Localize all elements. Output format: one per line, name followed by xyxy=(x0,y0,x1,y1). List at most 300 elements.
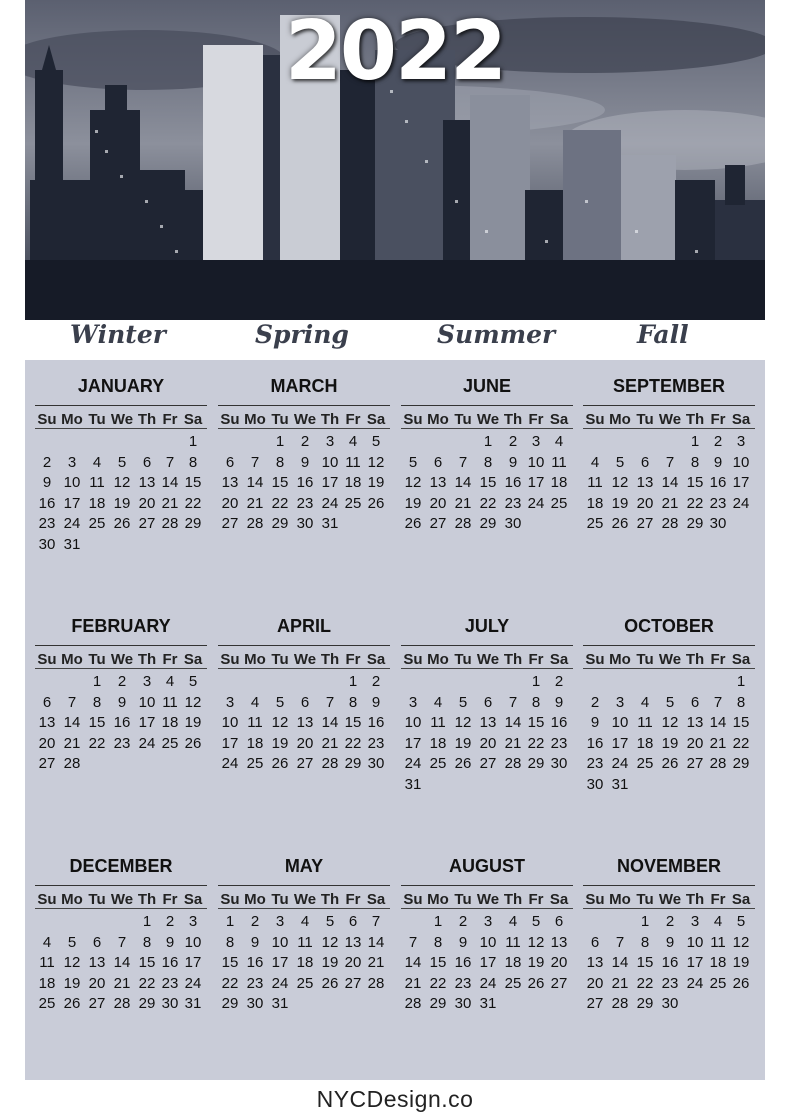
day-number: 30 xyxy=(586,775,604,793)
day-number: 17 xyxy=(527,474,545,491)
day-number: 16 xyxy=(113,714,131,731)
day-number: 2 xyxy=(458,913,468,930)
day-number: 14 xyxy=(504,714,522,731)
day-number: 25 xyxy=(709,974,727,992)
day-number: 31 xyxy=(63,535,81,553)
weekday-label: We xyxy=(293,411,317,428)
day-number: 19 xyxy=(661,734,679,752)
day-number: 29 xyxy=(686,515,704,532)
weekday-label: Tu xyxy=(88,411,106,428)
day-number: 16 xyxy=(161,954,179,971)
day-number: 3 xyxy=(531,433,541,450)
season-fall: Fall xyxy=(637,320,689,349)
day-number: 19 xyxy=(63,974,81,992)
day-number: 22 xyxy=(686,494,704,512)
weekday-label: Su xyxy=(37,411,57,428)
empty-day xyxy=(159,432,181,453)
day-number: 23 xyxy=(113,734,131,752)
day-number: 5 xyxy=(615,453,625,471)
day-number: 30 xyxy=(550,755,568,772)
day-number: 15 xyxy=(527,714,545,731)
day-number: 4 xyxy=(250,693,260,711)
day-number: 31 xyxy=(184,995,202,1012)
day-number: 25 xyxy=(296,974,314,992)
day-number: 4 xyxy=(640,693,650,711)
weekday-label: Mo xyxy=(244,651,266,668)
day-number: 30 xyxy=(296,515,314,532)
empty-day xyxy=(657,432,683,453)
day-number: 8 xyxy=(531,693,541,711)
month-june xyxy=(401,374,573,535)
weekday-label: Mo xyxy=(244,891,266,908)
day-number: 28 xyxy=(611,995,629,1012)
day-number: 29 xyxy=(184,515,202,532)
day-number: 6 xyxy=(483,693,493,711)
weekday-label: Fr xyxy=(710,651,726,668)
day-number: 29 xyxy=(271,515,289,532)
day-number: 14 xyxy=(161,474,179,491)
day-number: 8 xyxy=(483,453,493,471)
day-number: 11 xyxy=(587,474,603,491)
day-number: 15 xyxy=(271,474,289,491)
day-number: 20 xyxy=(636,494,654,512)
day-number: 26 xyxy=(611,515,629,532)
weekday-header xyxy=(218,891,390,909)
month-march xyxy=(218,374,390,535)
weekday-label: Th xyxy=(685,891,705,908)
day-number: 11 xyxy=(505,933,521,951)
day-number: 5 xyxy=(531,913,541,930)
weekday-label: Mo xyxy=(61,651,83,668)
day-number: 29 xyxy=(636,995,654,1012)
day-number: 1 xyxy=(736,673,746,690)
day-number: 9 xyxy=(713,453,723,471)
empty-day xyxy=(242,432,268,453)
seasons-row xyxy=(25,320,765,360)
day-number: 2 xyxy=(165,913,175,930)
day-number: 5 xyxy=(117,453,127,471)
day-number: 5 xyxy=(275,693,285,711)
day-number: 27 xyxy=(344,974,362,992)
month-january xyxy=(35,374,207,555)
day-number: 20 xyxy=(429,494,447,512)
weekday-label: Fr xyxy=(710,891,726,908)
empty-day xyxy=(292,672,318,693)
day-number: 23 xyxy=(296,494,314,512)
day-number: 17 xyxy=(479,954,497,971)
day-number: 9 xyxy=(300,453,310,471)
day-number: 12 xyxy=(113,474,131,491)
empty-day xyxy=(583,912,607,933)
weekday-label: Th xyxy=(320,891,340,908)
day-number: 31 xyxy=(479,995,497,1012)
day-number: 24 xyxy=(732,494,750,512)
day-number: 13 xyxy=(479,714,497,731)
day-number: 18 xyxy=(429,734,447,752)
day-number: 1 xyxy=(531,673,541,690)
day-number: 15 xyxy=(184,474,202,491)
day-number: 21 xyxy=(661,494,679,512)
day-number: 14 xyxy=(367,933,385,951)
day-number: 17 xyxy=(63,494,81,512)
weekday-label: Su xyxy=(585,651,605,668)
day-number: 28 xyxy=(161,515,179,532)
season-winter: Winter xyxy=(70,320,166,349)
day-number: 22 xyxy=(636,974,654,992)
month-name: AUGUST xyxy=(449,856,525,876)
day-number: 6 xyxy=(348,913,358,930)
weekday-label: Fr xyxy=(162,651,178,668)
weekday-label: Su xyxy=(220,651,240,668)
day-number: 28 xyxy=(321,755,339,772)
day-number: 21 xyxy=(113,974,131,992)
day-number: 6 xyxy=(42,693,52,711)
month-name: MAY xyxy=(284,856,324,876)
weekday-label: Th xyxy=(137,411,157,428)
day-number: 2 xyxy=(590,693,600,711)
day-number: 10 xyxy=(63,474,81,491)
day-number: 23 xyxy=(661,974,679,992)
day-number: 2 xyxy=(300,433,310,450)
day-number: 18 xyxy=(344,474,362,491)
weekday-label: Th xyxy=(137,891,157,908)
month-september xyxy=(583,374,755,535)
day-number: 9 xyxy=(508,453,518,471)
weekday-label: Tu xyxy=(454,651,472,668)
empty-day xyxy=(401,672,425,693)
day-number: 21 xyxy=(404,974,422,992)
day-number: 29 xyxy=(429,995,447,1012)
day-number: 24 xyxy=(138,734,156,752)
weekday-label: We xyxy=(110,411,134,428)
day-number: 25 xyxy=(429,755,447,772)
empty-day xyxy=(109,912,135,933)
weekday-label: We xyxy=(476,411,500,428)
empty-day xyxy=(85,432,109,453)
day-number: 26 xyxy=(404,515,422,532)
day-number: 1 xyxy=(690,433,700,450)
weekday-label: Sa xyxy=(183,891,203,908)
day-number: 17 xyxy=(321,474,339,491)
day-number: 10 xyxy=(321,453,339,471)
weekday-label: Fr xyxy=(345,411,361,428)
day-number: 14 xyxy=(246,474,264,491)
weekday-label: Mo xyxy=(609,891,631,908)
day-number: 22 xyxy=(429,974,447,992)
weekday-header xyxy=(401,651,573,669)
month-name: FEBRUARY xyxy=(71,616,171,636)
calendar-panel xyxy=(25,360,765,1080)
day-number: 8 xyxy=(188,453,198,471)
day-number: 4 xyxy=(713,913,723,930)
empty-day xyxy=(218,432,242,453)
day-number: 31 xyxy=(271,995,289,1012)
day-number: 28 xyxy=(404,995,422,1012)
day-number: 9 xyxy=(371,693,381,711)
weekday-label: Tu xyxy=(454,891,472,908)
day-number: 26 xyxy=(661,755,679,772)
weekday-label: Tu xyxy=(271,411,289,428)
weekday-label: We xyxy=(293,891,317,908)
day-grid xyxy=(401,432,573,535)
day-number: 10 xyxy=(138,693,156,711)
weekday-label: Sa xyxy=(731,651,751,668)
day-number: 24 xyxy=(221,755,239,772)
weekday-label: Sa xyxy=(549,651,569,668)
day-number: 3 xyxy=(615,693,625,711)
weekday-label: Mo xyxy=(427,411,449,428)
day-number: 3 xyxy=(67,453,77,471)
day-number: 23 xyxy=(38,515,56,532)
day-number: 2 xyxy=(250,913,260,930)
day-number: 26 xyxy=(113,515,131,532)
day-number: 20 xyxy=(550,954,568,971)
day-number: 11 xyxy=(39,954,55,971)
day-number: 13 xyxy=(636,474,654,491)
month-divider xyxy=(35,645,207,646)
weekday-label: Fr xyxy=(528,891,544,908)
day-number: 29 xyxy=(527,755,545,772)
day-number: 3 xyxy=(275,913,285,930)
day-grid xyxy=(218,432,390,535)
weekday-header xyxy=(401,891,573,909)
empty-day xyxy=(85,912,109,933)
weekday-label: Th xyxy=(320,651,340,668)
weekday-label: Sa xyxy=(366,891,386,908)
month-name: DECEMBER xyxy=(69,856,173,876)
empty-day xyxy=(607,912,633,933)
empty-day xyxy=(218,672,242,693)
day-number: 3 xyxy=(483,913,493,930)
day-number: 4 xyxy=(92,453,102,471)
weekday-label: Fr xyxy=(345,891,361,908)
day-number: 7 xyxy=(117,933,127,951)
day-number: 10 xyxy=(404,714,422,731)
day-number: 11 xyxy=(345,453,361,471)
day-number: 8 xyxy=(142,933,152,951)
day-number: 22 xyxy=(479,494,497,512)
day-number: 11 xyxy=(710,933,726,951)
day-number: 22 xyxy=(88,734,106,752)
empty-day xyxy=(583,432,607,453)
month-name: OCTOBER xyxy=(624,616,714,636)
weekday-label: Fr xyxy=(528,651,544,668)
day-number: 11 xyxy=(551,453,567,471)
day-number: 21 xyxy=(246,494,264,512)
day-number: 13 xyxy=(429,474,447,491)
empty-day xyxy=(683,672,707,693)
day-number: 27 xyxy=(550,974,568,992)
day-number: 1 xyxy=(142,913,152,930)
day-number: 18 xyxy=(636,734,654,752)
day-number: 17 xyxy=(271,954,289,971)
day-number: 17 xyxy=(404,734,422,752)
weekday-label: We xyxy=(476,651,500,668)
day-grid xyxy=(583,672,755,795)
day-number: 8 xyxy=(640,933,650,951)
weekday-label: Sa xyxy=(731,411,751,428)
day-number: 5 xyxy=(408,453,418,471)
day-number: 6 xyxy=(590,933,600,951)
day-number: 8 xyxy=(736,693,746,711)
day-number: 29 xyxy=(344,755,362,772)
day-number: 16 xyxy=(296,474,314,491)
weekday-header xyxy=(35,411,207,429)
day-number: 7 xyxy=(325,693,335,711)
day-number: 14 xyxy=(454,474,472,491)
day-number: 27 xyxy=(429,515,447,532)
day-number: 6 xyxy=(554,913,564,930)
empty-day xyxy=(501,672,525,693)
day-number: 15 xyxy=(686,474,704,491)
day-number: 21 xyxy=(504,734,522,752)
month-name: NOVEMBER xyxy=(616,856,721,876)
day-number: 11 xyxy=(637,714,653,731)
weekday-header xyxy=(218,651,390,669)
day-number: 25 xyxy=(344,494,362,512)
weekday-label: Sa xyxy=(549,411,569,428)
day-number: 6 xyxy=(300,693,310,711)
day-number: 30 xyxy=(504,515,522,532)
day-number: 29 xyxy=(732,755,750,772)
month-october xyxy=(583,614,755,795)
day-number: 14 xyxy=(113,954,131,971)
day-number: 18 xyxy=(709,954,727,971)
weekday-label: We xyxy=(293,651,317,668)
month-december xyxy=(35,854,207,1015)
day-number: 17 xyxy=(611,734,629,752)
day-number: 8 xyxy=(92,693,102,711)
day-number: 5 xyxy=(371,433,381,450)
day-number: 6 xyxy=(690,693,700,711)
day-number: 24 xyxy=(321,494,339,512)
day-number: 16 xyxy=(38,494,56,512)
day-number: 2 xyxy=(371,673,381,690)
day-number: 30 xyxy=(709,515,727,532)
day-number: 12 xyxy=(321,933,339,951)
day-number: 9 xyxy=(590,714,600,731)
empty-day xyxy=(401,432,425,453)
weekday-label: Fr xyxy=(162,891,178,908)
day-number: 10 xyxy=(527,453,545,471)
day-number: 21 xyxy=(321,734,339,752)
day-number: 6 xyxy=(640,453,650,471)
day-number: 12 xyxy=(527,933,545,951)
weekday-label: Su xyxy=(220,891,240,908)
day-number: 6 xyxy=(142,453,152,471)
day-grid xyxy=(218,912,390,1015)
day-number: 3 xyxy=(690,913,700,930)
day-grid xyxy=(583,432,755,535)
day-number: 23 xyxy=(550,734,568,752)
day-number: 1 xyxy=(188,433,198,450)
day-number: 28 xyxy=(367,974,385,992)
weekday-label: Sa xyxy=(366,651,386,668)
day-grid xyxy=(35,912,207,1015)
day-number: 10 xyxy=(611,714,629,731)
day-number: 22 xyxy=(138,974,156,992)
day-number: 28 xyxy=(504,755,522,772)
day-number: 24 xyxy=(404,755,422,772)
day-number: 18 xyxy=(550,474,568,491)
day-grid xyxy=(401,912,573,1015)
day-number: 2 xyxy=(117,673,127,690)
weekday-label: Mo xyxy=(427,651,449,668)
day-number: 13 xyxy=(344,933,362,951)
month-divider xyxy=(35,885,207,886)
weekday-header xyxy=(35,651,207,669)
weekday-label: We xyxy=(658,411,682,428)
weekday-label: Su xyxy=(403,651,423,668)
day-number: 26 xyxy=(63,995,81,1012)
weekday-label: We xyxy=(476,891,500,908)
season-spring: Spring xyxy=(255,320,349,349)
weekday-label: Th xyxy=(503,891,523,908)
weekday-label: We xyxy=(658,651,682,668)
day-number: 18 xyxy=(504,954,522,971)
day-number: 10 xyxy=(221,714,239,731)
day-number: 3 xyxy=(188,913,198,930)
day-number: 31 xyxy=(404,775,422,793)
empty-day xyxy=(318,672,342,693)
day-number: 6 xyxy=(433,453,443,471)
day-number: 20 xyxy=(344,954,362,971)
day-number: 19 xyxy=(611,494,629,512)
day-number: 8 xyxy=(348,693,358,711)
day-number: 14 xyxy=(404,954,422,971)
day-grid xyxy=(35,432,207,555)
day-number: 11 xyxy=(430,714,446,731)
month-name: MARCH xyxy=(270,376,338,396)
day-number: 10 xyxy=(271,933,289,951)
empty-day xyxy=(35,432,59,453)
day-number: 4 xyxy=(554,433,564,450)
day-number: 28 xyxy=(63,755,81,772)
day-number: 1 xyxy=(433,913,443,930)
day-number: 24 xyxy=(271,974,289,992)
day-number: 21 xyxy=(611,974,629,992)
month-divider xyxy=(401,645,573,646)
weekday-label: We xyxy=(110,891,134,908)
day-number: 17 xyxy=(221,734,239,752)
month-name: JANUARY xyxy=(77,376,165,396)
weekday-label: Sa xyxy=(549,891,569,908)
day-number: 4 xyxy=(433,693,443,711)
weekday-label: Th xyxy=(137,651,157,668)
day-number: 22 xyxy=(221,974,239,992)
day-number: 5 xyxy=(67,933,77,951)
day-number: 7 xyxy=(250,453,260,471)
day-number: 2 xyxy=(508,433,518,450)
day-number: 19 xyxy=(527,954,545,971)
weekday-label: Th xyxy=(685,411,705,428)
day-number: 31 xyxy=(321,515,339,532)
day-number: 25 xyxy=(586,515,604,532)
day-number: 5 xyxy=(736,913,746,930)
season-summer: Summer xyxy=(437,320,556,349)
weekday-header xyxy=(35,891,207,909)
day-number: 30 xyxy=(661,995,679,1012)
day-number: 17 xyxy=(138,714,156,731)
empty-day xyxy=(425,432,451,453)
month-august xyxy=(401,854,573,1015)
month-divider xyxy=(583,885,755,886)
day-number: 5 xyxy=(458,693,468,711)
day-number: 15 xyxy=(88,714,106,731)
day-number: 26 xyxy=(184,734,202,752)
day-number: 27 xyxy=(636,515,654,532)
month-divider xyxy=(401,885,573,886)
